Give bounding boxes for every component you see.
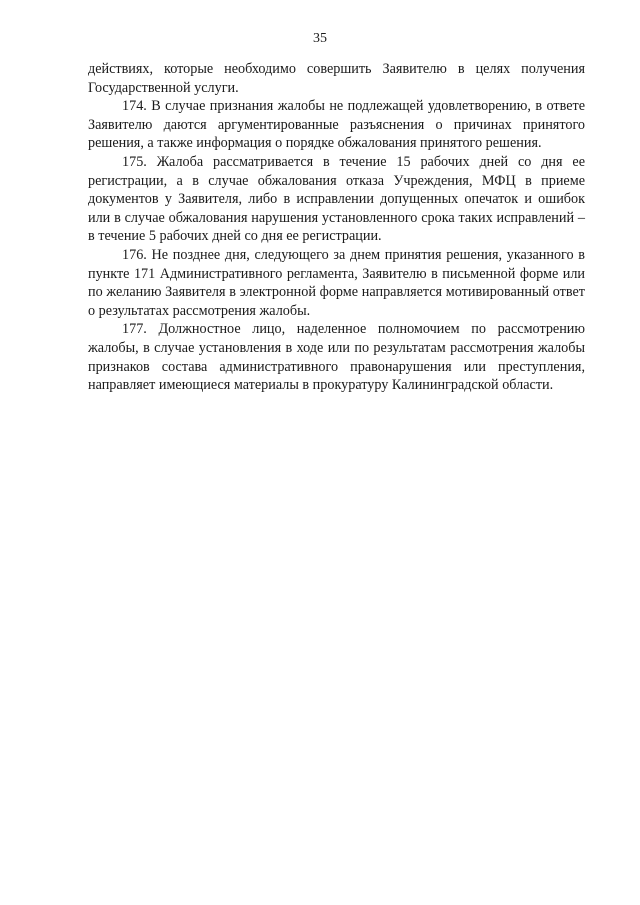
paragraph-continuation: действиях, которые необходимо совершить Заявителю в целях получения Государственной услуги. [88,61,585,96]
paragraph-174: 174. В случае признания жалобы не подлежащей удовлетворению, в ответе Заявителю даются аргументированные разъяснения о причинах принятого решения, а также информация о порядке обжалования принятого решения. [88,98,585,152]
paragraph-177: 177. Должностное лицо, наделенное полномочием по рассмотрению жалобы, в случае установления в ходе или по результатам рассмотрения жалобы признаков состава административного правонарушения или преступления, направляет имеющиеся материалы в прокуратуру Калининградской области. [88,321,585,394]
paragraph-176: 176. Не позднее дня, следующего за днем принятия решения, указанного в пункте 171 Административного регламента, Заявителю в письменной форме или по желанию Заявителя в электронной форме направляется мотивированный ответ о результатах рассмотрения жалобы. [88,246,585,319]
page-number: 35 [313,31,327,46]
paragraph-175: 175. Жалоба рассматривается в течение 15 рабочих дней со дня ее регистрации, а в случае обжалования отказа Учреждения, МФЦ в приеме документов у Заявителя, либо в исправлении допущенных опечаток и ошибок или в случае обжалования нарушения установленного срока таких исправлений – в течение 5 рабочих дней со дня ее регистрации. [88,153,585,245]
document-body [88,60,585,395]
